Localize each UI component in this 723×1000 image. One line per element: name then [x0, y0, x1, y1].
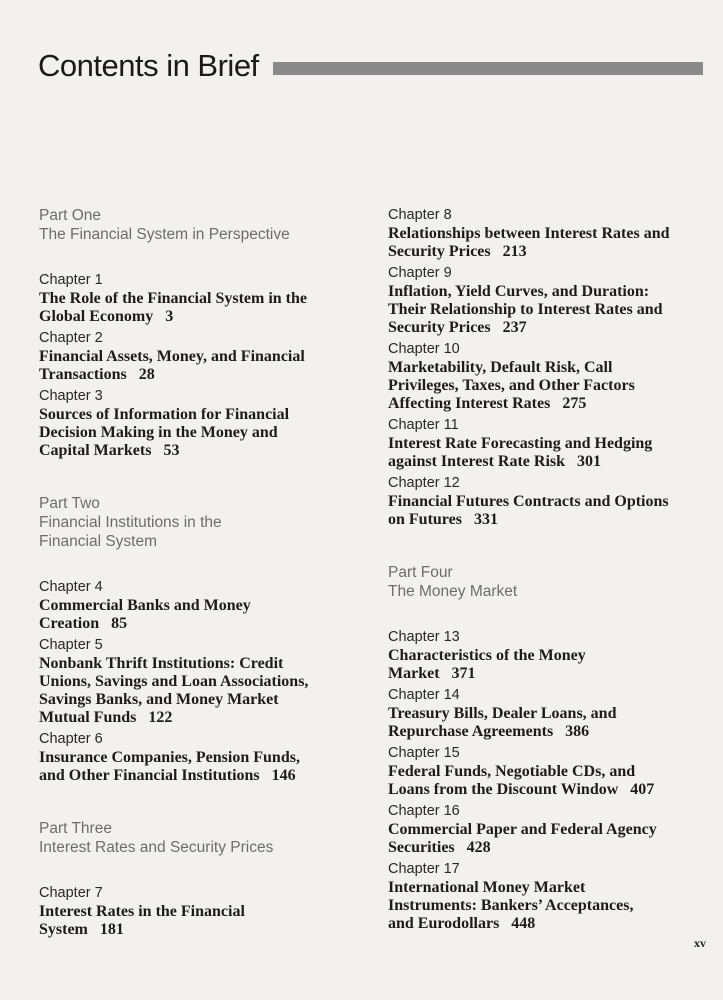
chapter-page-number: 213 — [502, 243, 527, 260]
chapter-title-line — [39, 597, 359, 615]
chapter-title-line — [388, 493, 718, 511]
part-title-line: Financial System — [39, 533, 158, 550]
chapter-title-text: Affecting Interest Rates — [388, 395, 551, 412]
chapter-title-line — [39, 366, 359, 384]
chapter-title-text: International Money Market — [388, 879, 586, 896]
chapter-entry[interactable] — [388, 803, 718, 857]
chapter-title-text: Commercial Banks and Money — [39, 597, 251, 614]
chapter-title-line — [388, 763, 718, 781]
chapter-title-text: Savings Banks, and Money Market — [39, 691, 279, 708]
chapter-title-line — [39, 406, 359, 424]
part-section — [388, 563, 718, 933]
chapter-page-number: 428 — [466, 839, 491, 856]
chapter-title-line — [388, 435, 718, 453]
chapter-label: Chapter 11 — [388, 417, 459, 433]
chapter-title-line — [388, 821, 718, 839]
chapter-title — [388, 435, 718, 471]
chapter-title-line — [388, 283, 718, 301]
chapter-title-line — [39, 921, 359, 939]
chapter-page-number: 53 — [163, 442, 180, 459]
part-title: Interest Rates and Security Prices — [39, 839, 274, 856]
chapter-title-line — [388, 243, 718, 261]
chapter-entry[interactable] — [388, 629, 718, 683]
chapter-title — [39, 597, 359, 633]
chapter-page-number: 331 — [473, 511, 498, 528]
chapter-title-text: Financial Futures Contracts and Options — [388, 493, 669, 510]
chapter-title-text: Creation — [39, 615, 100, 632]
chapter-title-line — [39, 749, 359, 767]
chapter-entry[interactable] — [388, 745, 718, 799]
chapter-title-line — [388, 319, 718, 337]
chapter-title-text: Relationships between Interest Rates and — [388, 225, 670, 242]
chapter-page-number: 85 — [111, 615, 128, 632]
chapter-entry[interactable] — [39, 579, 359, 633]
chapter-title — [388, 359, 718, 413]
chapter-page-number: 146 — [271, 767, 296, 784]
chapter-entry[interactable] — [388, 417, 718, 471]
chapter-title — [39, 655, 359, 727]
chapter-title-line — [388, 879, 718, 897]
chapter-title — [39, 290, 359, 326]
chapter-title-line — [39, 767, 359, 785]
part-label: Part Four — [388, 564, 453, 581]
chapter-entry[interactable] — [39, 885, 359, 939]
chapter-label: Chapter 14 — [388, 687, 460, 703]
chapter-label: Chapter 15 — [388, 745, 460, 761]
chapter-title — [388, 763, 718, 799]
chapter-title-line — [388, 915, 718, 933]
chapter-title — [39, 749, 359, 785]
chapter-label: Chapter 10 — [388, 341, 460, 357]
chapter-page-number: 275 — [562, 395, 587, 412]
chapter-title-line — [39, 903, 359, 921]
chapter-title-line — [39, 615, 359, 633]
chapter-page-number: 237 — [502, 319, 527, 336]
chapter-title-text: Security Prices — [388, 319, 491, 336]
chapter-page-number: 122 — [148, 709, 173, 726]
chapter-title-text: Interest Rate Forecasting and Hedging — [388, 435, 653, 452]
chapter-entry[interactable] — [39, 388, 359, 460]
chapter-title-text: Global Economy — [39, 308, 154, 325]
chapter-page-number: 371 — [451, 665, 476, 682]
chapter-page-number: 301 — [577, 453, 602, 470]
chapter-title-text: Marketability, Default Risk, Call — [388, 359, 613, 376]
chapter-label: Chapter 6 — [39, 731, 103, 747]
chapter-title-text: Instruments: Bankers’ Acceptances, — [388, 897, 634, 914]
chapter-entry[interactable] — [388, 475, 718, 529]
chapter-entry[interactable] — [388, 341, 718, 413]
chapter-title-line — [388, 665, 718, 683]
chapter-title-line — [39, 348, 359, 366]
chapter-label: Chapter 5 — [39, 637, 103, 653]
chapter-entry[interactable] — [388, 687, 718, 741]
chapter-title-line — [388, 301, 718, 319]
chapter-title-line — [39, 424, 359, 442]
chapter-label: Chapter 7 — [39, 885, 103, 901]
chapter-title-line — [39, 691, 359, 709]
chapter-page-number: 3 — [165, 308, 174, 325]
chapter-title-line — [388, 705, 718, 723]
page-title: Contents in Brief — [38, 48, 259, 83]
chapter-title-line — [39, 442, 359, 460]
chapter-label: Chapter 9 — [388, 265, 452, 281]
chapter-title-text: The Role of the Financial System in the — [39, 290, 307, 307]
page-number: xv — [694, 936, 706, 950]
chapter-title-text: Capital Markets — [39, 442, 152, 459]
chapter-label: Chapter 4 — [39, 579, 103, 595]
chapter-title-line — [39, 673, 359, 691]
part-title: The Financial System in Perspective — [39, 226, 290, 243]
chapter-title — [388, 283, 718, 337]
chapter-title-line — [39, 709, 359, 727]
chapter-title-text: Insurance Companies, Pension Funds, — [39, 749, 300, 766]
chapter-title-text: Commercial Paper and Federal Agency — [388, 821, 657, 838]
chapter-title-text: Security Prices — [388, 243, 491, 260]
chapter-title-line — [388, 225, 718, 243]
chapter-label: Chapter 16 — [388, 803, 460, 819]
chapter-page-number: 448 — [511, 915, 536, 932]
chapter-title-line — [388, 781, 718, 799]
chapter-title-line — [39, 655, 359, 673]
chapter-title-line — [388, 723, 718, 741]
part-title — [39, 513, 359, 551]
chapter-title-text: Mutual Funds — [39, 709, 137, 726]
chapter-title-text: Loans from the Discount Window — [388, 781, 619, 798]
chapter-title-text: Nonbank Thrift Institutions: Credit — [39, 655, 284, 672]
chapter-title — [39, 406, 359, 460]
chapter-entry[interactable] — [39, 731, 359, 785]
chapter-title-text: Interest Rates in the Financial — [39, 903, 245, 920]
chapter-title — [388, 493, 718, 529]
chapter-title-line — [39, 290, 359, 308]
part-title: The Money Market — [388, 583, 518, 600]
chapter-title-text: and Other Financial Institutions — [39, 767, 260, 784]
chapter-title-text: against Interest Rate Risk — [388, 453, 566, 470]
chapter-title-text: Market — [388, 665, 440, 682]
chapter-title-text: Characteristics of the Money — [388, 647, 586, 664]
chapter-title-line — [388, 511, 718, 529]
chapter-title-line — [388, 839, 718, 857]
part-label: Part One — [39, 207, 102, 224]
chapter-label: Chapter 17 — [388, 861, 460, 877]
chapter-title-text: Transactions — [39, 366, 127, 383]
part-section — [39, 819, 359, 939]
chapter-title-line — [388, 647, 718, 665]
chapter-label: Chapter 8 — [388, 207, 452, 223]
chapter-entry[interactable] — [39, 330, 359, 384]
chapter-title-line — [388, 377, 718, 395]
chapter-page-number: 28 — [138, 366, 155, 383]
chapter-entry[interactable] — [388, 861, 718, 933]
chapter-title-text: Inflation, Yield Curves, and Duration: — [388, 283, 650, 300]
chapter-title-text: Federal Funds, Negotiable CDs, and — [388, 763, 636, 780]
chapter-label: Chapter 12 — [388, 475, 460, 491]
chapter-page-number: 181 — [99, 921, 124, 938]
chapter-title — [388, 821, 718, 857]
chapter-title-line — [388, 453, 718, 471]
chapter-title-text: on Futures — [388, 511, 462, 528]
left-column — [39, 206, 359, 943]
chapter-title-text: Privileges, Taxes, and Other Factors — [388, 377, 635, 394]
chapter-title-text: Repurchase Agreements — [388, 723, 554, 740]
chapter-label: Chapter 2 — [39, 330, 103, 346]
chapter-title-text: Decision Making in the Money and — [39, 424, 278, 441]
chapter-title-text: and Eurodollars — [388, 915, 500, 932]
chapter-title-text: Their Relationship to Interest Rates and — [388, 301, 663, 318]
chapter-title — [39, 903, 359, 939]
chapter-label: Chapter 3 — [39, 388, 103, 404]
part-title-line: Financial Institutions in the — [39, 514, 222, 531]
part-section — [39, 494, 359, 785]
chapter-title — [39, 348, 359, 384]
chapter-title-text: Sources of Information for Financial — [39, 406, 290, 423]
chapter-label: Chapter 13 — [388, 629, 460, 645]
chapter-entry[interactable] — [388, 265, 718, 337]
chapter-title-text: Treasury Bills, Dealer Loans, and — [388, 705, 617, 722]
chapter-title-line — [388, 395, 718, 413]
chapter-title-line — [39, 308, 359, 326]
chapter-page-number: 386 — [565, 723, 590, 740]
chapter-title-line — [388, 359, 718, 377]
chapter-entry[interactable] — [39, 637, 359, 727]
right-column — [388, 207, 718, 937]
chapter-entry[interactable] — [39, 272, 359, 326]
chapter-entry[interactable] — [388, 207, 718, 261]
chapter-label: Chapter 1 — [39, 272, 103, 288]
chapter-title-text: Securities — [388, 839, 455, 856]
title-rule — [273, 62, 703, 75]
chapter-title-text: System — [39, 921, 88, 938]
chapter-title — [388, 647, 718, 683]
part-section — [39, 206, 359, 460]
chapter-title-line — [388, 897, 718, 915]
chapter-title-text: Financial Assets, Money, and Financial — [39, 348, 305, 365]
chapter-title-text: Unions, Savings and Loan Associations, — [39, 673, 309, 690]
chapter-group — [388, 207, 718, 529]
chapter-title — [388, 225, 718, 261]
chapter-title — [388, 879, 718, 933]
part-label: Part Three — [39, 820, 112, 837]
chapter-title — [388, 705, 718, 741]
chapter-page-number: 407 — [630, 781, 655, 798]
part-label: Part Two — [39, 495, 100, 512]
